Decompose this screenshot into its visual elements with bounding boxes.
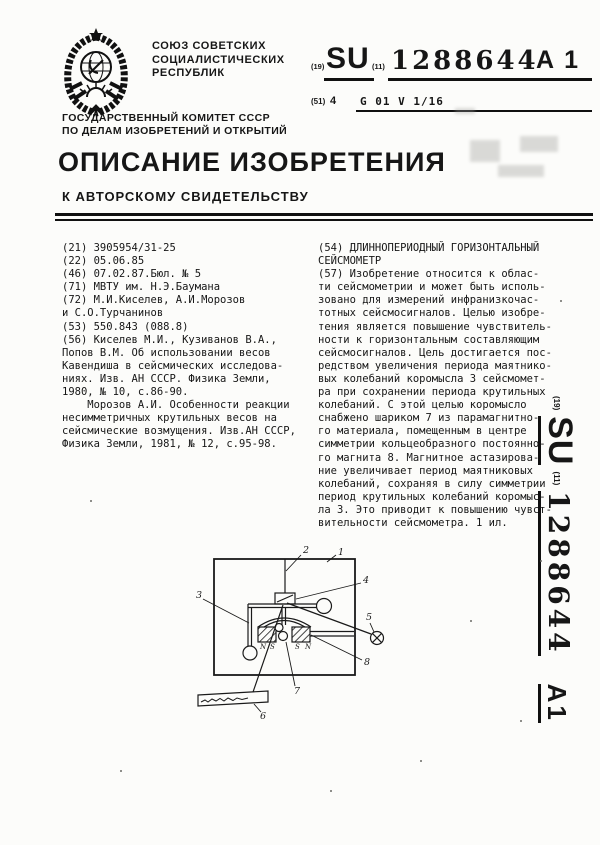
beam-ball-right — [317, 599, 332, 614]
text-line: симметрии кольцеобразного постоянно- — [318, 438, 546, 451]
magnet-right — [292, 627, 310, 642]
figure-label-4: 4 — [363, 575, 370, 586]
invention-title-and-abstract — [318, 242, 558, 530]
committee-name — [62, 112, 287, 137]
text-line: и С.О.Турчанинов — [62, 307, 164, 320]
text-line: ниях. Изв. АН СССР. Физика Земли, — [62, 372, 271, 385]
text-line: Физика Земли, 1981, № 12, с.95-98. — [62, 438, 277, 451]
recording-strip — [198, 691, 268, 706]
figure-label-3: 3 — [196, 590, 203, 601]
text-line: (46) 07.02.87.Бюл. № 5 — [62, 268, 202, 281]
committee-line: ГОСУДАРСТВЕННЫЙ КОМИТЕТ СССР — [62, 112, 271, 124]
text-line: колебаний, сохраняя в силу симметрии — [318, 477, 546, 490]
figure-label-2: 2 — [303, 545, 310, 556]
code-19-label: (19) — [311, 62, 325, 71]
invention-title — [318, 242, 558, 268]
divider-rule-thin — [55, 219, 593, 221]
underline-number — [388, 78, 592, 81]
text-line: (22) 05.06.85 — [62, 255, 145, 268]
text-line: тения является повышение чувствитель- — [318, 320, 552, 333]
country-name — [152, 40, 285, 81]
ipc-classification: G 01 V 1/16 — [360, 95, 444, 108]
text-line: Попов В.М. Об использовании весов — [62, 346, 271, 359]
ipc-edition: 4 — [330, 95, 337, 107]
abstract-text — [318, 268, 558, 530]
committee-line: ПО ДЕЛАМ ИЗОБРЕТЕНИЙ И ОТКРЫТИЙ — [62, 124, 288, 137]
page-subtitle: К АВТОРСКОМУ СВИДЕТЕЛЬСТВУ — [62, 189, 309, 204]
text-line: (57) Изобретение относится к облас- — [318, 268, 540, 281]
pole-label-n-left: N — [260, 643, 267, 651]
document-number: 1288644 — [391, 46, 539, 76]
text-line: СЕЙСМОМЕТР — [318, 255, 382, 268]
underline-su — [324, 78, 374, 81]
beam-ball-left — [243, 646, 257, 660]
su-country-code: SU — [326, 42, 370, 75]
bibliographic-data — [62, 242, 314, 452]
text-line: (71) МВТУ им. Н.Э.Баумана — [62, 281, 221, 294]
paramagnetic-ball — [279, 632, 288, 641]
text-line: снабжено шариком 7 из парамагнитно- — [318, 412, 540, 425]
figure-label-1: 1 — [338, 547, 345, 558]
pole-label-n-right: N — [305, 643, 312, 651]
text-line: вительности сейсмометра. 1 ил. — [318, 516, 508, 529]
figure-label-5: 5 — [366, 612, 373, 623]
text-line: (21) 3905954/31-25 — [62, 242, 176, 254]
text-line: го материала, помещенным в центре — [318, 425, 527, 438]
kind-code: A 1 — [536, 46, 580, 74]
text-line: редством увеличения периода маятнико- — [318, 359, 552, 372]
sidebar-kind: A1 — [538, 684, 570, 723]
pole-label-s-left: S — [270, 643, 275, 651]
text-line: Кавендиша в сейсмических исследова- — [62, 359, 284, 372]
text-line: ла 3. Это приводит к повышению чувст- — [318, 503, 552, 516]
sidebar-su: SU — [538, 416, 577, 465]
code-11-label: (11) — [372, 62, 385, 71]
figure-label-8: 8 — [364, 657, 371, 668]
figure-label-6: 6 — [260, 711, 267, 722]
text-line: колебаний. С этой целью коромысло — [318, 399, 527, 412]
text-line: несимметричных крутильных весов на — [62, 412, 277, 425]
country-line: РЕСПУБЛИК — [152, 67, 225, 79]
figure-label-7: 7 — [294, 686, 301, 697]
figure-seismometer-diagram — [90, 535, 470, 795]
pole-label-s-right: S — [295, 643, 300, 651]
text-line: 1980, № 10, с.86-90. — [62, 386, 189, 399]
sidebar-code-19: (19) — [552, 396, 561, 411]
text-line: ности к горизонтальным составляющим — [318, 333, 540, 346]
ussr-coat-of-arms-icon — [60, 27, 132, 119]
country-line: СОЮЗ СОВЕТСКИХ — [152, 40, 267, 52]
text-line: зовано для измерений инфранизкочас- — [318, 294, 540, 307]
ipc-code-label: (51) — [311, 97, 326, 106]
text-line: ние увеличивает период маятниковых — [318, 464, 533, 477]
text-line: вых колебаний коромысла 3 сейсмомет- — [318, 372, 546, 385]
text-line: Морозов А.И. Особенности реакции — [62, 399, 290, 412]
text-line: (72) М.И.Киселев, А.И.Морозов — [62, 294, 246, 307]
text-line: (53) 550.843 (088.8) — [62, 320, 189, 333]
country-line: СОЦИАЛИСТИЧЕСКИХ — [152, 53, 285, 66]
text-line: (54) ДЛИННОПЕРИОДНЫЙ ГОРИЗОНТАЛЬНЫЙ — [318, 242, 540, 254]
text-line: период крутильных колебаний коромыс- — [318, 490, 546, 503]
text-line: тотных сейсмосигналов. Целью изобре- — [318, 307, 546, 320]
text-line: (56) Киселев М.И., Кузиванов В.А., — [62, 333, 277, 346]
text-line: ра при сохранении периода крутильных — [318, 386, 546, 399]
text-line: сейсмосигналов. Цель достигается пос- — [318, 346, 552, 359]
text-line: го магнита 8. Магнитное астазирова- — [318, 451, 540, 464]
sidebar-number: 1288644 — [538, 491, 572, 655]
page-title: ОПИСАНИЕ ИЗОБРЕТЕНИЯ — [58, 147, 446, 177]
text-line: ти сейсмометрии и может быть исполь- — [318, 281, 546, 294]
divider-rule-thick — [55, 213, 593, 216]
text-line: сейсмические возмущения. Изв.АН СССР, — [62, 425, 296, 438]
sidebar-document-number — [538, 396, 596, 734]
sidebar-code-11: (11) — [552, 471, 561, 486]
